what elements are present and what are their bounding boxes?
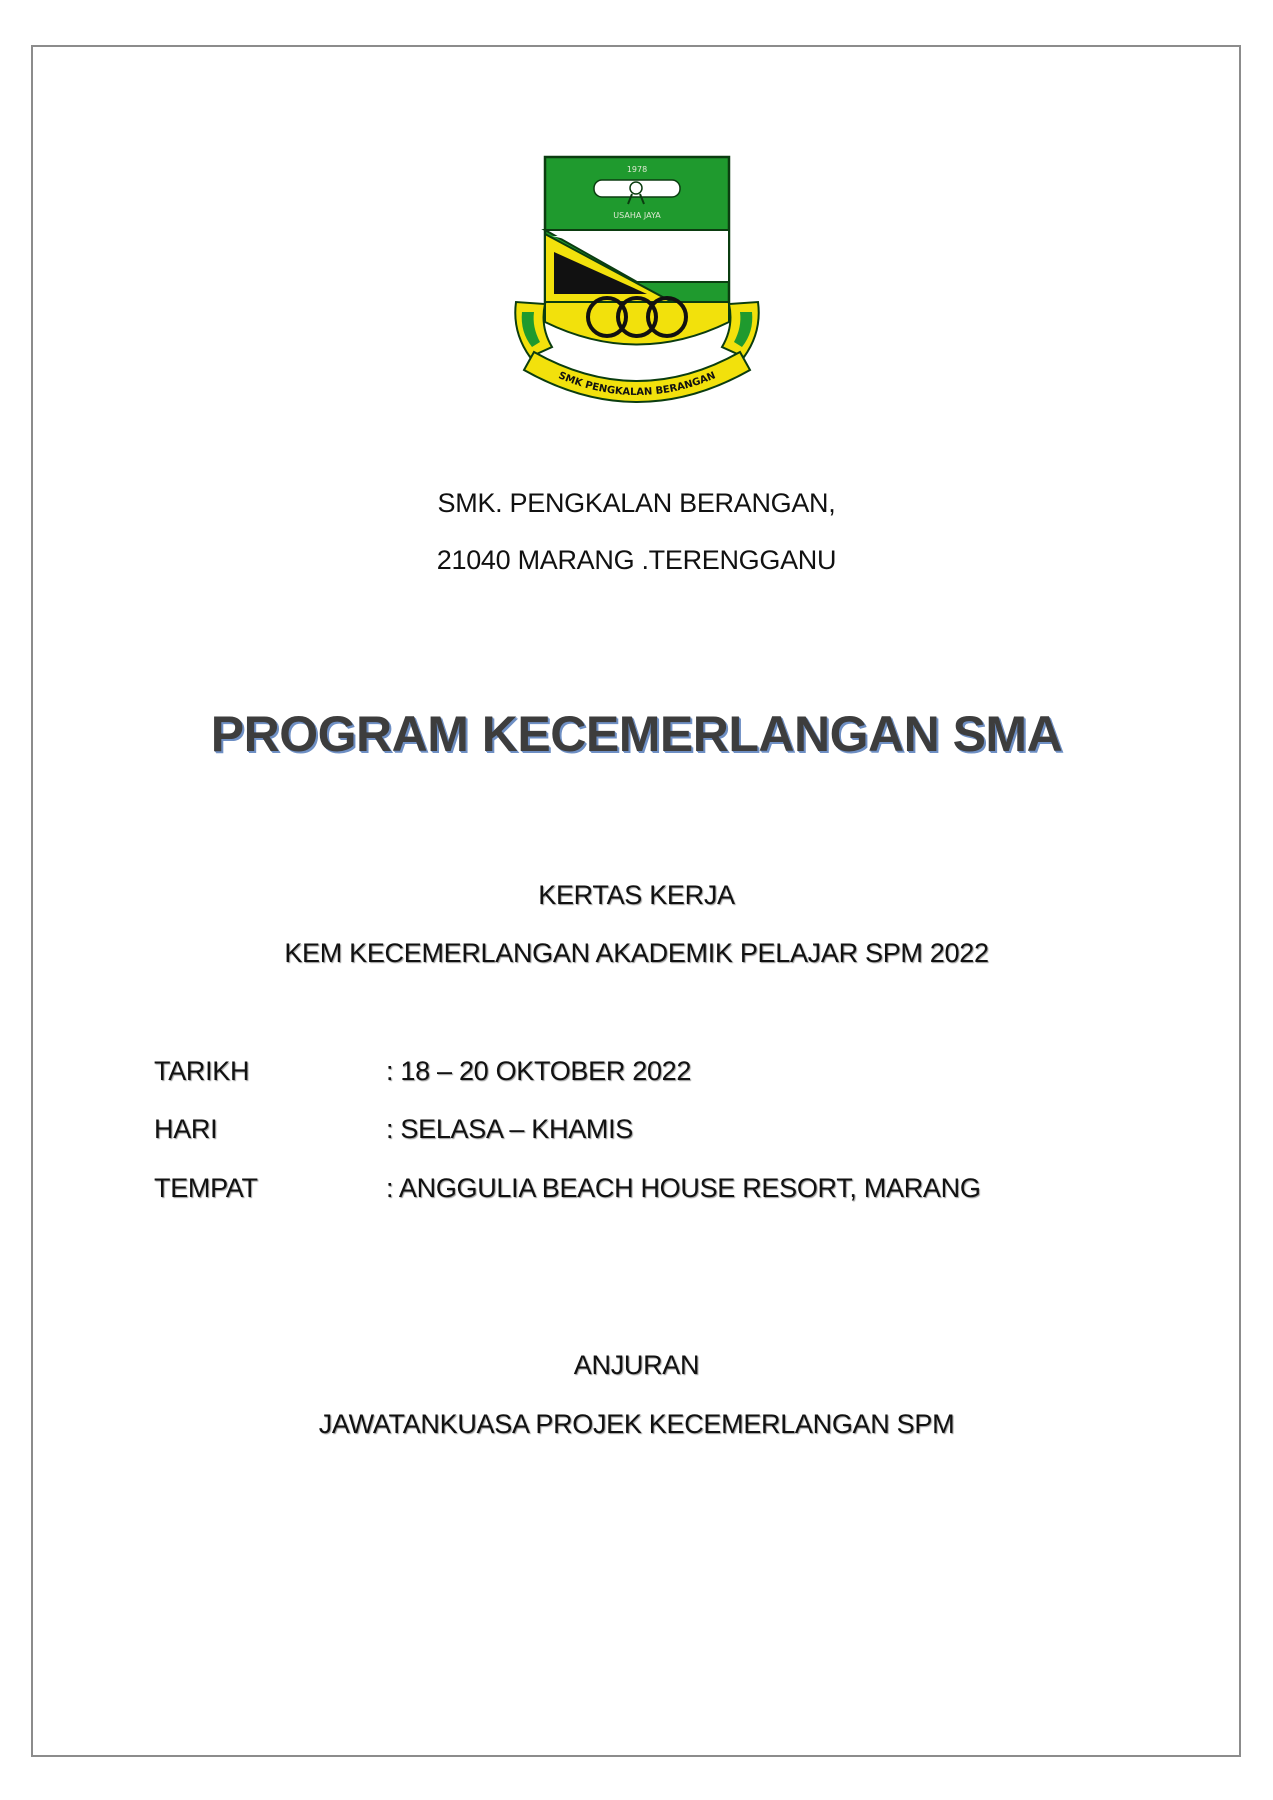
logo-motto-text: USAHA JAYA bbox=[613, 211, 661, 220]
organizer-name: JAWATANKUASA PROJEK KECEMERLANGAN SPM bbox=[318, 1409, 955, 1439]
detail-label-date: TARIKH bbox=[154, 1056, 250, 1086]
detail-label-day: HARI bbox=[154, 1114, 218, 1144]
school-crest-logo bbox=[512, 152, 762, 412]
logo-ribbon-text: SMK PENGKALAN BERANGAN bbox=[556, 370, 718, 399]
detail-label-venue: TEMPAT bbox=[154, 1173, 258, 1203]
school-address: 21040 MARANG .TERENGGANU bbox=[436, 545, 837, 575]
school-name: SMK. PENGKALAN BERANGAN, bbox=[437, 488, 836, 518]
document-type: KERTAS KERJA bbox=[538, 880, 735, 910]
detail-value-date: : 18 – 20 OKTOBER 2022 bbox=[386, 1056, 692, 1086]
detail-value-day: : SELASA – KHAMIS bbox=[386, 1114, 634, 1144]
logo-year-text: 1978 bbox=[626, 165, 648, 174]
organizer-label: ANJURAN bbox=[573, 1350, 700, 1380]
detail-value-venue: : ANGGULIA BEACH HOUSE RESORT, MARANG bbox=[386, 1173, 981, 1203]
page-title: PROGRAM KECEMERLANGAN SMA bbox=[210, 706, 1063, 762]
document-subtitle: KEM KECEMERLANGAN AKADEMIK PELAJAR SPM 2022 bbox=[284, 938, 989, 968]
